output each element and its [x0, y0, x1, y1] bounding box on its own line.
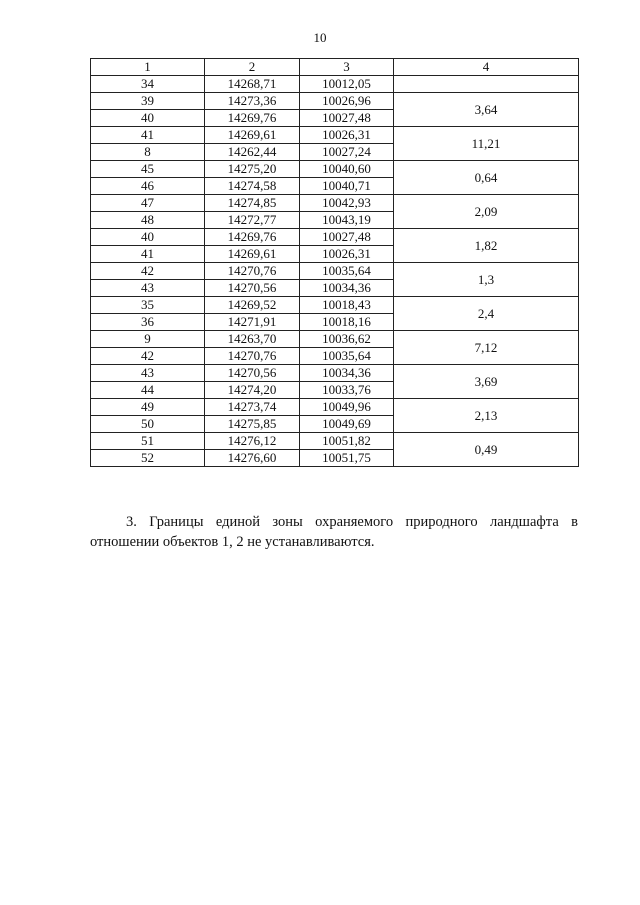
- point-number-cell: 40: [91, 229, 205, 246]
- y-coordinate-cell: 10027,48: [300, 229, 394, 246]
- point-number-cell: 44: [91, 382, 205, 399]
- x-coordinate-cell: 14269,76: [205, 229, 300, 246]
- point-number-cell: 50: [91, 416, 205, 433]
- table-row: [91, 365, 579, 382]
- point-number-cell: 45: [91, 161, 205, 178]
- y-coordinate-cell: 10051,75: [300, 450, 394, 467]
- point-number-cell: 42: [91, 263, 205, 280]
- header-cell: 3: [300, 59, 394, 76]
- y-coordinate-cell: 10026,31: [300, 246, 394, 263]
- table-row: [91, 161, 579, 178]
- x-coordinate-cell: 14273,36: [205, 93, 300, 110]
- table-row: [91, 229, 579, 246]
- page-number: 10: [313, 30, 327, 45]
- y-coordinate-cell: 10034,36: [300, 280, 394, 297]
- y-coordinate-cell: 10027,24: [300, 144, 394, 161]
- distance-cell: 3,69: [394, 365, 579, 399]
- point-number-cell: 43: [91, 365, 205, 382]
- point-number-cell: 49: [91, 399, 205, 416]
- point-number-cell: 43: [91, 280, 205, 297]
- x-coordinate-cell: 14270,76: [205, 263, 300, 280]
- y-coordinate-cell: 10026,96: [300, 93, 394, 110]
- y-coordinate-cell: 10018,43: [300, 297, 394, 314]
- point-number-cell: 41: [91, 246, 205, 263]
- point-number-cell: 48: [91, 212, 205, 229]
- coordinates-table: [90, 58, 579, 467]
- table-row: [91, 127, 579, 144]
- x-coordinate-cell: 14275,85: [205, 416, 300, 433]
- point-number-cell: 40: [91, 110, 205, 127]
- header-cell: 2: [205, 59, 300, 76]
- y-coordinate-cell: 10035,64: [300, 348, 394, 365]
- point-number-cell: 47: [91, 195, 205, 212]
- distance-cell: 3,64: [394, 93, 579, 127]
- table-row: [91, 433, 579, 450]
- y-coordinate-cell: 10049,69: [300, 416, 394, 433]
- y-coordinate-cell: 10043,19: [300, 212, 394, 229]
- table-row: [91, 76, 579, 93]
- y-coordinate-cell: 10040,60: [300, 161, 394, 178]
- distance-cell: 11,21: [394, 127, 579, 161]
- y-coordinate-cell: 10035,64: [300, 263, 394, 280]
- table-row: [91, 93, 579, 110]
- x-coordinate-cell: 14269,61: [205, 127, 300, 144]
- point-number-cell: 36: [91, 314, 205, 331]
- distance-cell: 0,49: [394, 433, 579, 467]
- distance-cell: 2,4: [394, 297, 579, 331]
- x-coordinate-cell: 14262,44: [205, 144, 300, 161]
- point-number-cell: 34: [91, 76, 205, 93]
- distance-cell: 1,3: [394, 263, 579, 297]
- point-number-cell: 39: [91, 93, 205, 110]
- y-coordinate-cell: 10034,36: [300, 365, 394, 382]
- distance-cell: 1,82: [394, 229, 579, 263]
- table-row: [91, 399, 579, 416]
- header-cell: 1: [91, 59, 205, 76]
- x-coordinate-cell: 14275,20: [205, 161, 300, 178]
- table-row: [91, 263, 579, 280]
- x-coordinate-cell: 14276,60: [205, 450, 300, 467]
- y-coordinate-cell: 10049,96: [300, 399, 394, 416]
- x-coordinate-cell: 14269,52: [205, 297, 300, 314]
- x-coordinate-cell: 14274,58: [205, 178, 300, 195]
- x-coordinate-cell: 14270,56: [205, 365, 300, 382]
- distance-cell: [394, 76, 579, 93]
- point-number-cell: 51: [91, 433, 205, 450]
- y-coordinate-cell: 10018,16: [300, 314, 394, 331]
- x-coordinate-cell: 14269,76: [205, 110, 300, 127]
- x-coordinate-cell: 14269,61: [205, 246, 300, 263]
- y-coordinate-cell: 10042,93: [300, 195, 394, 212]
- x-coordinate-cell: 14274,20: [205, 382, 300, 399]
- x-coordinate-cell: 14276,12: [205, 433, 300, 450]
- header-row: [91, 59, 579, 76]
- x-coordinate-cell: 14268,71: [205, 76, 300, 93]
- x-coordinate-cell: 14270,56: [205, 280, 300, 297]
- x-coordinate-cell: 14271,91: [205, 314, 300, 331]
- table-row: [91, 195, 579, 212]
- x-coordinate-cell: 14272,77: [205, 212, 300, 229]
- distance-cell: 2,13: [394, 399, 579, 433]
- point-number-cell: 46: [91, 178, 205, 195]
- point-number-cell: 42: [91, 348, 205, 365]
- y-coordinate-cell: 10051,82: [300, 433, 394, 450]
- point-number-cell: 41: [91, 127, 205, 144]
- point-number-cell: 8: [91, 144, 205, 161]
- y-coordinate-cell: 10040,71: [300, 178, 394, 195]
- distance-cell: 0,64: [394, 161, 579, 195]
- point-number-cell: 9: [91, 331, 205, 348]
- y-coordinate-cell: 10012,05: [300, 76, 394, 93]
- y-coordinate-cell: 10026,31: [300, 127, 394, 144]
- y-coordinate-cell: 10036,62: [300, 331, 394, 348]
- distance-cell: 2,09: [394, 195, 579, 229]
- header-cell: 4: [394, 59, 579, 76]
- point-number-cell: 52: [91, 450, 205, 467]
- x-coordinate-cell: 14270,76: [205, 348, 300, 365]
- y-coordinate-cell: 10027,48: [300, 110, 394, 127]
- table-row: [91, 297, 579, 314]
- point-number-cell: 35: [91, 297, 205, 314]
- table-row: [91, 331, 579, 348]
- x-coordinate-cell: 14273,74: [205, 399, 300, 416]
- distance-cell: 7,12: [394, 331, 579, 365]
- paragraph-note: 3. Границы единой зоны охраняемого природного ландшафта в отношении объектов 1, 2 не устанавливаются.: [90, 514, 578, 550]
- x-coordinate-cell: 14263,70: [205, 331, 300, 348]
- y-coordinate-cell: 10033,76: [300, 382, 394, 399]
- x-coordinate-cell: 14274,85: [205, 195, 300, 212]
